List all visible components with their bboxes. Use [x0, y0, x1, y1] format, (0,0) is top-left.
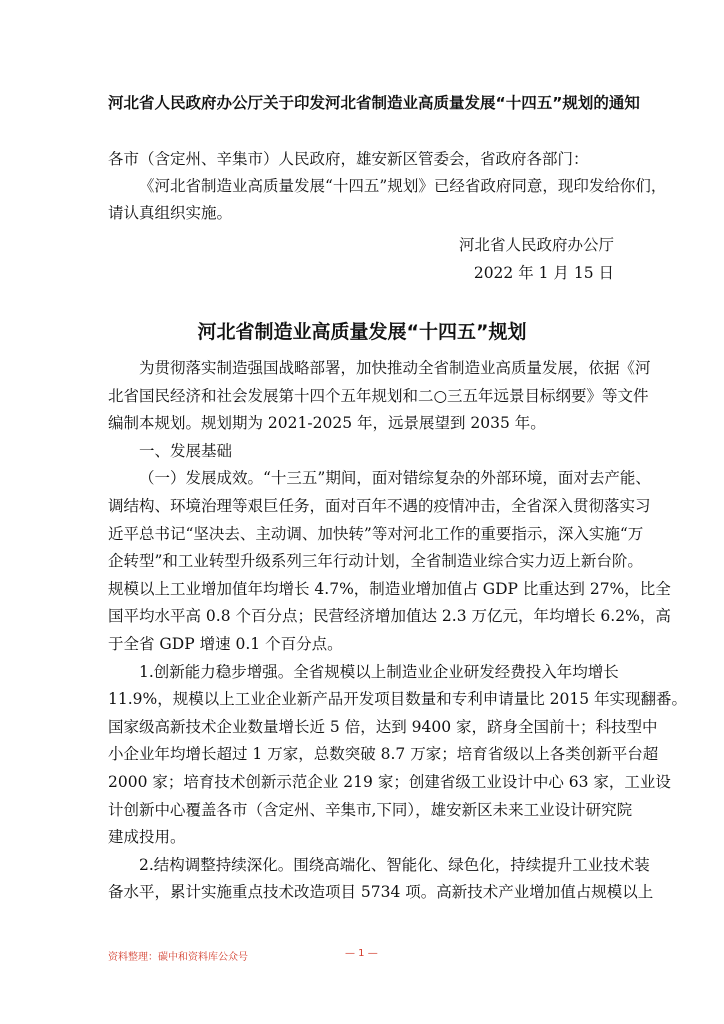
footer-source: 资料整理：碳中和资料库公众号: [108, 952, 248, 963]
plan-text-line: 2000 家；培育技术创新示范企业 219 家；创建省级工业设计中心 63 家，工业设: [108, 772, 671, 791]
salutation: 各市（含定州、辛集市）人民政府，雄安新区管委会，省政府各部门：: [108, 150, 589, 168]
signer: 河北省人民政府办公厅: [458, 236, 614, 254]
notice-paragraph-line: 《河北省制造业高质量发展“十四五”规划》已经省政府同意，现印发给你们，: [139, 177, 667, 195]
plan-body: [108, 355, 688, 907]
plan-text-line: 2.结构调整持续深化。围绕高端化、智能化、绿色化，持续提升工业技术装: [139, 855, 650, 874]
plan-text-line: 计创新中心覆盖各市（含定州、辛集市,下同），雄安新区未来工业设计研究院: [108, 800, 633, 819]
plan-text-line: 于全省 GDP 增速 0.1 个百分点。: [108, 634, 343, 653]
page-number: — 1 —: [345, 948, 378, 959]
plan-text-line: 规模以上工业增加值年均增长 4.7%，制造业增加值占 GDP 比重达到 27%，比全: [108, 579, 671, 598]
plan-text-line: 11.9%，规模以上工业企业新产品开发项目数量和专利申请量比 2015 年实现翻番。: [108, 690, 688, 709]
plan-text-line: 国平均水平高 0.8 个百分点；民营经济增加值达 2.3 万亿元，年均增长 6.2%，高: [108, 607, 671, 626]
plan-text-line: 一、发展基础: [139, 441, 233, 460]
plan-text-line: 小企业年均增长超过 1 万家，总数突破 8.7 万家；培育省级以上各类创新平台超: [108, 745, 659, 764]
plan-text-line: 编制本规划。规划期为 2021-2025 年，远景展望到 2035 年。: [108, 414, 546, 433]
plan-text-line: 国家级高新技术企业数量增长近 5 倍，达到 9400 家，跻身全国前十；科技型中: [108, 717, 658, 736]
plan-title: 河北省制造业高质量发展“十四五”规划: [197, 321, 527, 343]
plan-text-line: 建成投用。: [108, 828, 186, 847]
plan-text-line: 备水平，累计实施重点技术改造项目 5734 项。高新技术产业增加值占规模以上: [108, 883, 654, 902]
plan-text-line: 调结构、环境治理等艰巨任务，面对百年不遇的疫情冲击，全省深入贯彻落实习: [108, 496, 651, 515]
plan-text-line: （一）发展成效。“十三五”期间，面对错综复杂的外部环境，面对去产能、: [139, 469, 651, 488]
plan-text-line: 北省国民经济和社会发展第十四个五年规划和二○三五年远景目标纲要》等文件: [108, 386, 649, 405]
issue-date: 2022 年 1 月 15 日: [473, 264, 614, 282]
plan-text-line: 1.创新能力稳步增强。全省规模以上制造业企业研发经费投入年均增长: [139, 662, 619, 681]
plan-text-line: 近平总书记“坚决去、主动调、加快转”等对河北工作的重要指示，深入实施“万: [108, 524, 644, 543]
notice-body: [108, 146, 667, 227]
plan-text-line: 为贯彻落实制造强国战略部署，加快推动全省制造业高质量发展，依据《河: [139, 359, 651, 377]
plan-text-line: 企转型”和工业转型升级系列三年行动计划，全省制造业综合实力迈上新台阶。: [108, 552, 643, 571]
notice-paragraph-line: 请认真组织实施。: [108, 204, 233, 222]
notice-title: 河北省人民政府办公厅关于印发河北省制造业高质量发展“十四五”规划的通知: [108, 94, 640, 112]
